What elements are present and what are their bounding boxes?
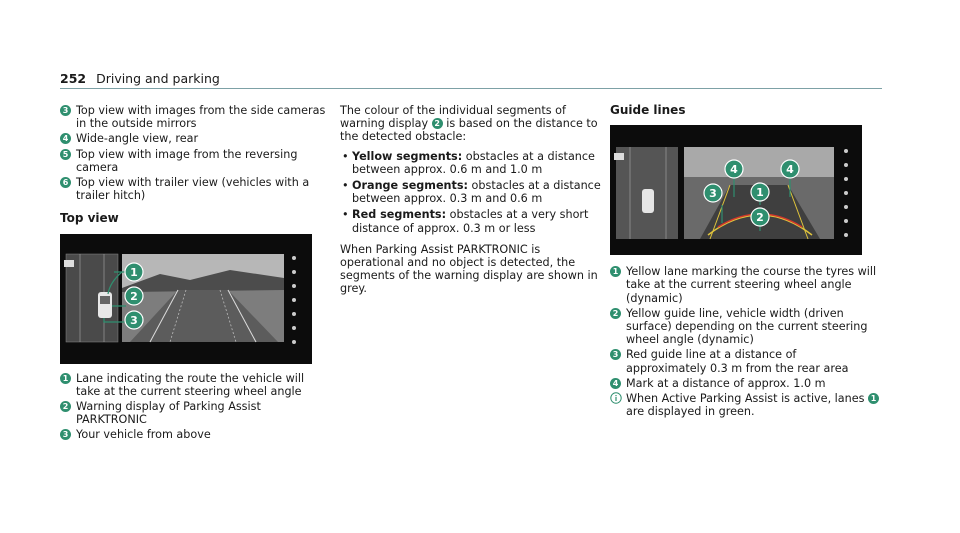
chapter-title: Driving and parking <box>96 71 220 86</box>
top-view-screenshot <box>60 234 312 364</box>
callout-badge: 4 <box>60 133 71 144</box>
callout-badge: 6 <box>60 177 71 188</box>
callout-badge: 3 <box>60 105 71 116</box>
list-item-text: Mark at a distance of approx. 1.0 m <box>626 376 826 390</box>
callout-badge: 3 <box>610 349 621 360</box>
list-item <box>60 104 330 130</box>
callout-badge: 2 <box>610 308 621 319</box>
list-item-text: Yellow lane marking the course the tyres will take at the current steering wheel angle (dynamic) <box>626 265 877 305</box>
callout-number: 1 <box>756 186 764 200</box>
intro-text-a: The colour of the individual segments of warning display <box>340 104 566 131</box>
list-item <box>610 377 880 390</box>
callout-badge: 4 <box>610 378 621 389</box>
header-rule <box>60 88 882 89</box>
page-number: 252 <box>60 71 87 86</box>
callout-number: 4 <box>730 163 738 177</box>
callout-badge: 2 <box>432 118 443 129</box>
callout-badge: 1 <box>868 393 879 404</box>
list-item-text: Red guide line at a distance of approximately 0.3 m from the rear area <box>626 348 849 375</box>
callout-number: 2 <box>130 289 138 303</box>
list-item-text: Your vehicle from above <box>76 428 211 442</box>
callout-number: 2 <box>756 211 764 225</box>
callout-number: 1 <box>130 265 138 279</box>
top-view-illustration <box>60 234 312 364</box>
list-item <box>60 428 330 441</box>
list-item <box>610 265 880 305</box>
list-item-text: Top view with trailer view (vehicles with a trailer hitch) <box>76 176 310 203</box>
note-text-a: When Active Parking Assist is active, lanes <box>626 392 865 406</box>
callout-badge: 2 <box>60 401 71 412</box>
callout-number: 3 <box>709 187 717 201</box>
list-item <box>60 372 330 398</box>
bullet-item <box>340 208 602 234</box>
note-text-b: are displayed in green. <box>626 405 755 419</box>
list-item-text: Warning display of Parking Assist PARKTRONIC <box>76 400 261 427</box>
intro-paragraph <box>340 104 602 144</box>
callout-badge: 3 <box>60 429 71 440</box>
bullet-label: Red segments: <box>352 208 447 222</box>
list-item-text: Wide-angle view, rear <box>76 132 199 146</box>
guide-lines-screenshot <box>610 125 862 255</box>
list-item-text: Lane indicating the route the vehicle will take at the current steering wheel angle <box>76 371 305 398</box>
callout-number: 3 <box>130 313 138 327</box>
bullet-item <box>340 150 602 176</box>
list-item <box>610 348 880 374</box>
list-item <box>60 400 330 426</box>
bullet-text: obstacles at a distance between approx. 0.6 m and 1.0 m <box>352 149 595 176</box>
closing-paragraph: When Parking Assist PARKTRONIC is operational and no object is detected, the segments of the warning display are shown in grey. <box>340 242 598 296</box>
bullet-label: Orange segments: <box>352 179 468 193</box>
list-item-text: Yellow guide line, vehicle width (driven surface) depending on the current steering wheel angle (dynamic) <box>626 306 868 347</box>
callout-badge: 5 <box>60 149 71 160</box>
section-heading-top-view: Top view <box>60 211 119 226</box>
section-heading-guide-lines: Guide lines <box>610 103 686 117</box>
bullet-text: obstacles at a very short distance of approx. 0.3 m or less <box>352 208 589 235</box>
list-item-text: Top view with images from the side cameras in the outside mirrors <box>76 104 326 131</box>
list-item-text: Top view with image from the reversing camera <box>76 147 298 174</box>
column-right <box>610 104 880 420</box>
callout-badge: 1 <box>60 373 71 384</box>
guide-lines-illustration <box>610 125 862 255</box>
column-left <box>60 104 330 444</box>
bullet-text: obstacles at a distance between approx. 0.3 m and 0.6 m <box>352 179 601 206</box>
info-icon <box>610 392 622 404</box>
list-item <box>60 148 330 174</box>
bullet-item <box>340 179 602 205</box>
callout-badge: 1 <box>610 266 621 277</box>
bullet-label: Yellow segments: <box>352 149 463 163</box>
list-item <box>610 307 880 347</box>
note-item <box>610 392 880 418</box>
callout-number: 4 <box>786 163 794 177</box>
running-header <box>60 71 220 86</box>
list-item <box>60 132 330 145</box>
list-item <box>60 176 330 202</box>
column-middle <box>340 104 602 302</box>
intro-text-b: is based on the distance to the detected obstacle: <box>340 117 598 144</box>
